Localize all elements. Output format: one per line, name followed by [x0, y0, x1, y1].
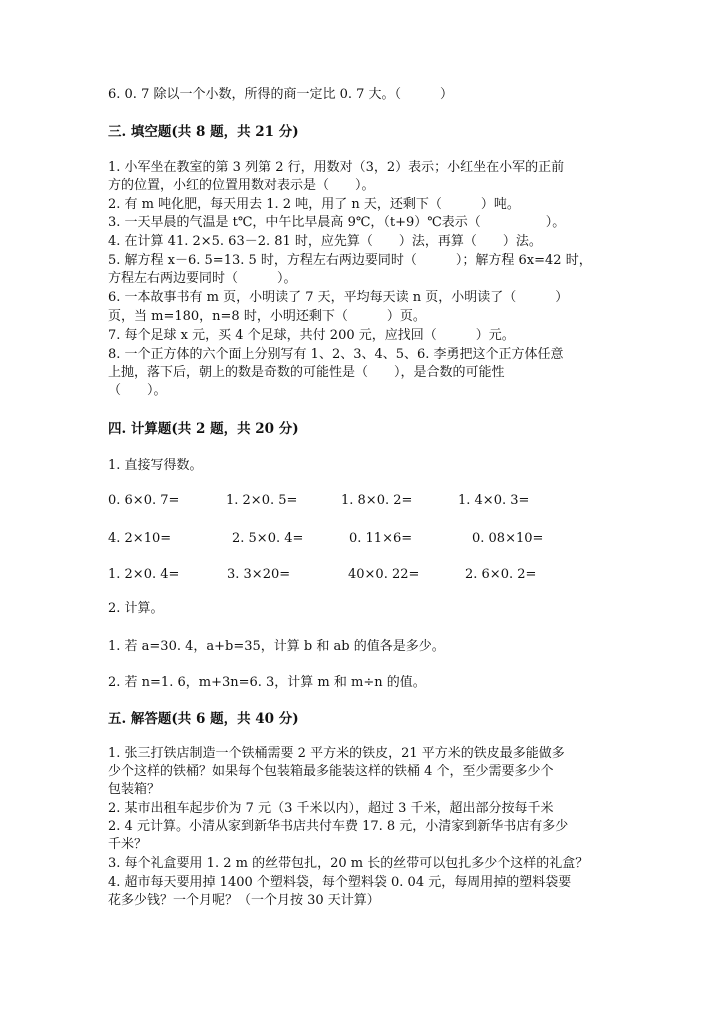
question-3-8-line-3: （ ）。 [108, 383, 167, 398]
calc-cell: 0. 08×10= [472, 531, 544, 546]
calc-row [0, 530, 720, 548]
question-5-1-line-2: 少个这样的铁桶？如果每个包装箱最多能装这样的铁桶 4 个，至少需要多少个 [108, 764, 554, 779]
calc-cell: 1. 2×0. 5= [226, 493, 298, 508]
calc-row [0, 492, 720, 510]
question-4-1-title: 1. 直接写得数。 [108, 458, 203, 473]
question-5-1-line-3: 包装箱？ [108, 782, 161, 797]
question-5-2-line-3: 千米？ [108, 837, 148, 852]
section-5-heading: 五. 解答题(共 6 题，共 40 分) [108, 711, 299, 727]
calc-cell: 0. 11×6= [349, 531, 413, 546]
question-4-2-title: 2. 计算。 [108, 601, 164, 616]
question-3-1-line-1: 1. 小军坐在教室的第 3 列第 2 行，用数对（3，2）表示；小红坐在小军的正前 [108, 160, 565, 175]
question-3-3: 3. 一天早晨的气温是 t℃，中午比早晨高 9℃，（t+9）℃表示（ ）。 [108, 215, 566, 230]
question-5-4-line-1: 4. 超市每天要用掉 1400 个塑料袋，每个塑料袋 0. 04 元，每周用掉的塑料袋要 [108, 875, 572, 890]
calc-cell: 1. 4×0. 3= [458, 493, 530, 508]
question-5-3: 3. 每个礼盒要用 1. 2 m 的丝带包扎，20 m 长的丝带可以包扎多少个这样的礼盒？ [108, 856, 589, 871]
question-3-8-line-2: 上抛，落下后，朝上的数是奇数的可能性是（ ），是合数的可能性 [108, 365, 505, 380]
question-3-6-line-2: 页，当 m=180，n=8 时，小明还剩下（ ）页。 [108, 309, 426, 324]
calc-cell: 4. 2×10= [108, 531, 172, 546]
calc-cell: 0. 6×0. 7= [108, 493, 180, 508]
calc-cell: 2. 5×0. 4= [232, 531, 304, 546]
calc-cell: 1. 8×0. 2= [341, 493, 413, 508]
question-3-2: 2. 有 m 吨化肥，每天用去 1. 2 吨，用了 n 天，还剩下（ ）吨。 [108, 197, 520, 212]
question-3-7: 7. 每个足球 x 元，买 4 个足球，共付 200 元，应找回（ ）元。 [108, 328, 515, 343]
question-5-1-line-1: 1. 张三打铁店制造一个铁桶需要 2 平方米的铁皮，21 平方米的铁皮最多能做多 [108, 746, 565, 761]
calc-cell: 2. 6×0. 2= [465, 567, 537, 582]
question-4-2-2: 2. 若 n=1. 6，m+3n=6. 3，计算 m 和 m÷n 的值。 [108, 675, 426, 690]
calc-cell: 1. 2×0. 4= [108, 567, 180, 582]
question-3-5-line-1: 5. 解方程 x－6. 5=13. 5 时，方程左右两边要同时（ ）；解方程 6x=42 时， [108, 253, 592, 268]
section-3-heading: 三. 填空题(共 8 题，共 21 分) [108, 124, 299, 140]
section-4-heading: 四. 计算题(共 2 题，共 20 分) [108, 421, 299, 437]
question-3-6-line-1: 6. 一本故事书有 m 页，小明读了 7 天，平均每天读 n 页，小明读了（ ） [108, 290, 569, 305]
question-4-2-1: 1. 若 a=30. 4，a+b=35，计算 b 和 ab 的值各是多少。 [108, 639, 445, 654]
question-3-5-line-2: 方程左右两边要同时（ ）。 [108, 271, 297, 286]
question-2-6: 6. 0. 7 除以一个小数，所得的商一定比 0. 7 大。（ ） [108, 87, 454, 102]
question-3-1-line-2: 方的位置，小红的位置用数对表示是（ ）。 [108, 178, 375, 193]
question-3-4: 4. 在计算 41. 2×5. 63－2. 81 时，应先算（ ）法，再算（ ）法。 [108, 234, 542, 249]
question-5-2-line-2: 2. 4 元计算。小清从家到新华书店共付车费 17. 8 元，小清家到新华书店有多少 [108, 819, 569, 834]
question-5-2-line-1: 2. 某市出租车起步价为 7 元（3 千米以内），超过 3 千米，超出部分按每千米 [108, 801, 554, 816]
calc-cell: 40×0. 22= [348, 567, 420, 582]
calc-cell: 3. 3×20= [227, 567, 291, 582]
question-5-4-line-2: 花多少钱？一个月呢？（一个月按 30 天计算） [108, 893, 380, 908]
calc-row [0, 566, 720, 584]
question-3-8-line-1: 8. 一个正方体的六个面上分别写有 1、2、3、4、5、6. 李勇把这个正方体任意 [108, 347, 564, 362]
